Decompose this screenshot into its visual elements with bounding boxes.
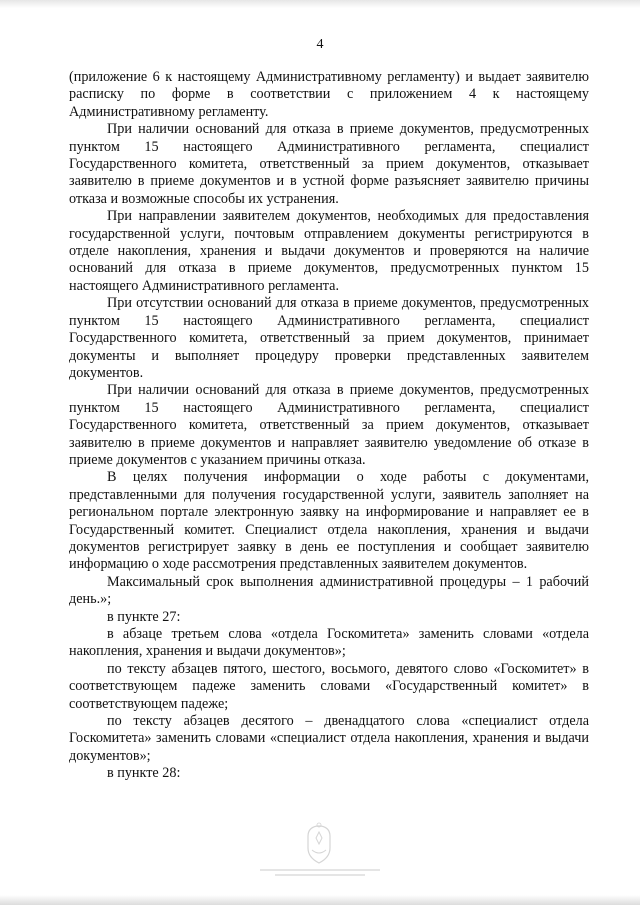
watermark-caption (255, 866, 385, 880)
page-number: 4 (316, 37, 324, 52)
scan-edge-bottom (0, 895, 640, 905)
paragraph: При направлении заявителем документов, необходимых для предоставления государственной услуги, почтовым отправлением документы регистрируются в отделе накопления, хранения и выдачи документов и проверяются на наличие оснований для отказа в приеме документов, предусмотренных пунктом 15 настоящего Административного регламента. (69, 208, 589, 294)
scan-edge-top (0, 0, 640, 8)
paragraph: в абзаце третьем слова «отдела Госкомитета» заменить словами «отдела накопления, хранения и выдачи документов»; (69, 626, 589, 660)
paragraph: по тексту абзацев пятого, шестого, восьмого, девятого слово «Госкомитет» в соответствующем падеже заменить словами «Государственный комитет» в соответствующем падеже; (69, 660, 589, 712)
paragraph: В целях получения информации о ходе работы с документами, представленными для получения государственной услуги, заявитель заполняет на региональном портале электронную заявку на информирование и направляет ее в Государственный комитет. Специалист отдела накопления, хранения и выдачи документов регистрирует заявку в день ее поступления и сообщает заявителю информацию о ходе рассмотрения представленных заявителем документов. (69, 469, 589, 573)
paragraph: При наличии оснований для отказа в приеме документов, предусмотренных пунктом 15 настоящего Административного регламента, специалист Государственного комитета, ответственный за прием документов, отказывает заявителю в приеме документов и в устной форме разъясняет заявителю причины отказа и возможные способы их устранения. (69, 121, 589, 207)
paragraph: в пункте 28: (107, 765, 181, 782)
coat-of-arms-watermark-icon (300, 822, 338, 866)
paragraph: При отсутствии оснований для отказа в приеме документов, предусмотренных пунктом 15 настоящего Административного регламента, специалист Государственного комитета, ответственный за прием документов, принимает документы и выполняет процедуру проверки представленных заявителем документов. (69, 295, 589, 381)
paragraph: Максимальный срок выполнения административной процедуры – 1 рабочий день.»; (69, 573, 589, 608)
document-body (69, 69, 589, 783)
paragraph: по тексту абзацев десятого – двенадцатого слова «специалист отдела Госкомитета» заменить словами «специалист отдела накопления, хранения и выдачи документов»; (69, 713, 589, 764)
paragraph: При наличии оснований для отказа в приеме документов, предусмотренных пунктом 15 настоящего Административного регламента, специалист Государственного комитета, ответственный за прием документов, отказывает заявителю в приеме документов и направляет заявителю уведомление об отказе в приеме документов с указанием причины отказа. (69, 382, 589, 468)
paragraph: (приложение 6 к настоящему Административному регламенту) и выдает заявителю расписку по форме в соответствии с приложением 4 к настоящему Административному регламенту. (69, 69, 589, 120)
paragraph: в пункте 27: (107, 608, 181, 625)
